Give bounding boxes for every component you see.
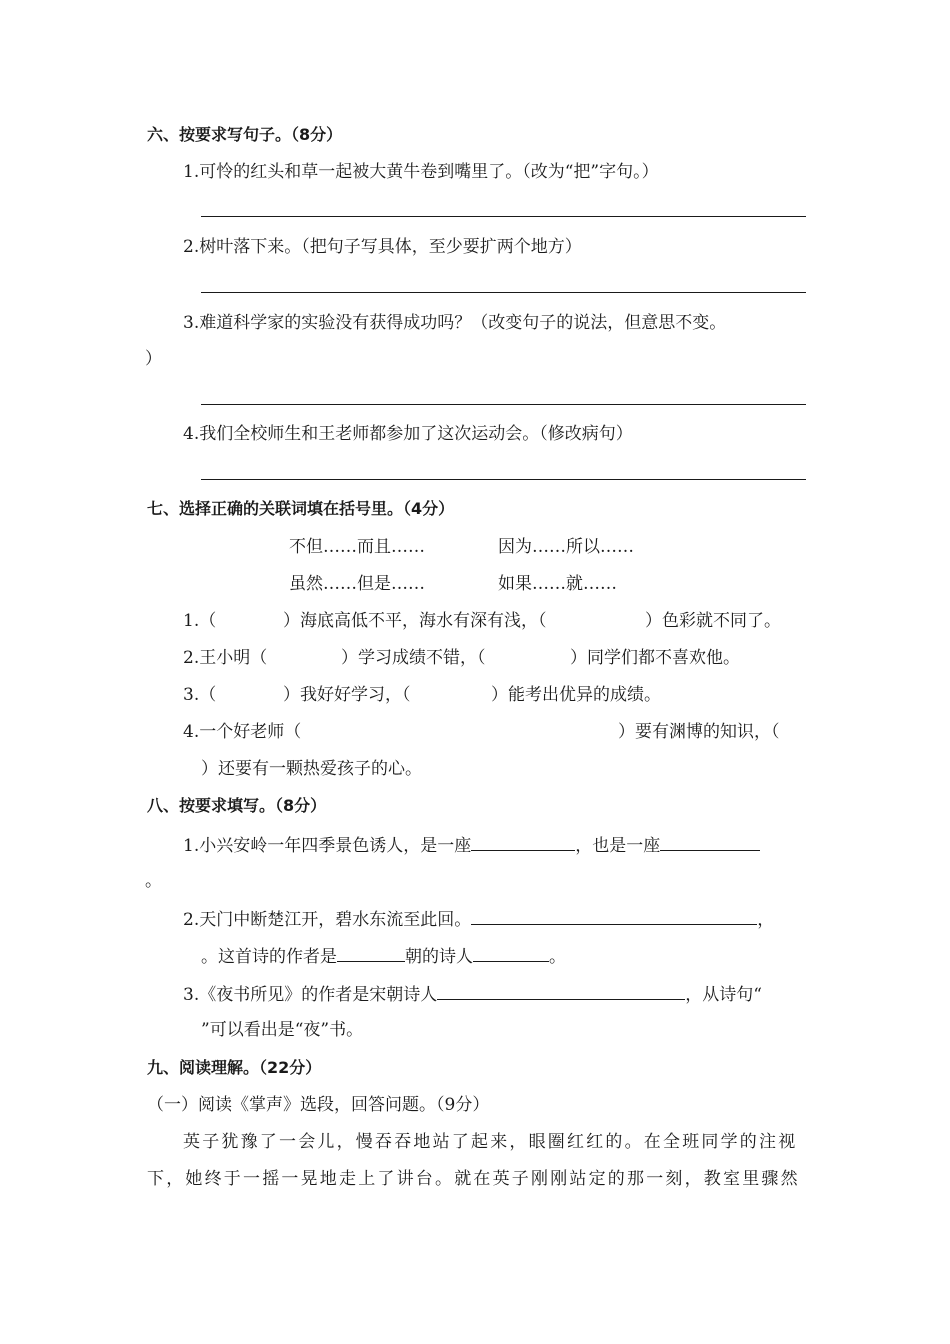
s9-passage-line-2: 下，她终于一摇一晃地走上了讲台。就在英子刚刚站定的那一刻，教室里骤然 bbox=[147, 1169, 800, 1189]
s7-q3-part-c: ）能考出优异的成绩。 bbox=[491, 685, 661, 705]
s8-q3-text-a: 3.《夜书所见》的作者是宋朝诗人 bbox=[183, 985, 438, 1005]
s8-q2-text-e: 。 bbox=[549, 947, 566, 967]
s8-q1-text-c: 。 bbox=[145, 871, 162, 891]
section-9-title: 九、阅读理解。（22分） bbox=[147, 1058, 322, 1077]
s8-question-2-cont bbox=[201, 944, 566, 968]
s6-question-3-cont: ） bbox=[145, 349, 162, 369]
s6-question-4: 4.我们全校师生和王老师都参加了这次运动会。（修改病句） bbox=[183, 424, 633, 444]
s6-question-1: 1.可怜的红头和草一起被大黄牛卷到嘴里了。（改为“把”字句。） bbox=[183, 162, 659, 182]
s8-q2-text-d: 朝的诗人 bbox=[405, 947, 473, 967]
s7-q1-part-a: 1.（ bbox=[183, 611, 217, 631]
s8-q2-text-c: 。这首诗的作者是 bbox=[201, 947, 337, 967]
s6-answer-line-4[interactable] bbox=[201, 479, 806, 480]
s9-subsection-1-title: （一）阅读《掌声》选段，回答问题。（9分） bbox=[147, 1095, 490, 1115]
s6-answer-line-2[interactable] bbox=[201, 292, 806, 293]
s6-question-3: 3.难道科学家的实验没有获得成功吗？（改变句子的说法，但意思不变。 bbox=[183, 313, 727, 333]
s8-q2-blank-3[interactable] bbox=[473, 944, 549, 962]
s6-answer-line-1[interactable] bbox=[201, 216, 806, 217]
s7-q4-part-b: ）要有渊博的知识，（ bbox=[618, 722, 780, 742]
s7-q3-part-b: ）我好好学习，（ bbox=[283, 685, 411, 705]
s7-q4-part-c: ）还要有一颗热爱孩子的心。 bbox=[201, 759, 422, 779]
section-7-title: 七、选择正确的关联词填在括号里。（4分） bbox=[147, 499, 455, 518]
s8-q3-blank-1[interactable] bbox=[437, 982, 685, 1000]
s6-answer-line-3[interactable] bbox=[201, 404, 806, 405]
s9-passage-line-1: 英子犹豫了一会儿，慢吞吞地站了起来，眼圈红红的。在全班同学的注视 bbox=[183, 1132, 798, 1152]
s8-question-3 bbox=[183, 982, 762, 1006]
s8-q1-blank-1[interactable] bbox=[471, 833, 575, 851]
s7-option-3: 虽然……但是…… bbox=[289, 574, 425, 594]
s7-q3-part-a: 3.（ bbox=[183, 685, 217, 705]
s8-q1-text-b: ，也是一座 bbox=[575, 836, 661, 856]
s8-q2-text-a: 2.天门中断楚江开，碧水东流至此回。 bbox=[183, 910, 472, 930]
s7-q2-part-b: ）学习成绩不错，（ bbox=[341, 648, 486, 668]
section-8-title: 八、按要求填写。（8分） bbox=[147, 796, 327, 815]
s7-q1-part-c: ）色彩就不同了。 bbox=[645, 611, 781, 631]
s7-q2-part-a: 2.王小明（ bbox=[183, 648, 268, 668]
s8-question-1 bbox=[183, 833, 760, 857]
s7-option-1: 不但……而且…… bbox=[289, 537, 425, 557]
s8-q3-text-b: ，从诗句“ bbox=[685, 985, 762, 1005]
s8-q2-blank-1[interactable] bbox=[471, 907, 757, 925]
s7-option-2: 因为……所以…… bbox=[498, 537, 634, 557]
s7-q4-part-a: 4.一个好老师（ bbox=[183, 722, 302, 742]
s8-q2-text-b: ， bbox=[757, 910, 775, 930]
section-6-title: 六、按要求写句子。（8分） bbox=[147, 125, 343, 144]
s8-q1-blank-2[interactable] bbox=[660, 833, 760, 851]
s8-q1-text-a: 1.小兴安岭一年四季景色诱人，是一座 bbox=[183, 836, 472, 856]
s8-question-2 bbox=[183, 907, 774, 931]
s7-q2-part-c: ）同学们都不喜欢他。 bbox=[570, 648, 740, 668]
s6-question-2: 2.树叶落下来。（把句子写具体，至少要扩两个地方） bbox=[183, 237, 582, 257]
s7-q1-part-b: ）海底高低不平，海水有深有浅，（ bbox=[283, 611, 547, 631]
s8-q2-blank-2[interactable] bbox=[337, 944, 405, 962]
s7-option-4: 如果……就…… bbox=[498, 574, 617, 594]
s8-q3-text-c: ”可以看出是“夜”书。 bbox=[201, 1020, 364, 1040]
